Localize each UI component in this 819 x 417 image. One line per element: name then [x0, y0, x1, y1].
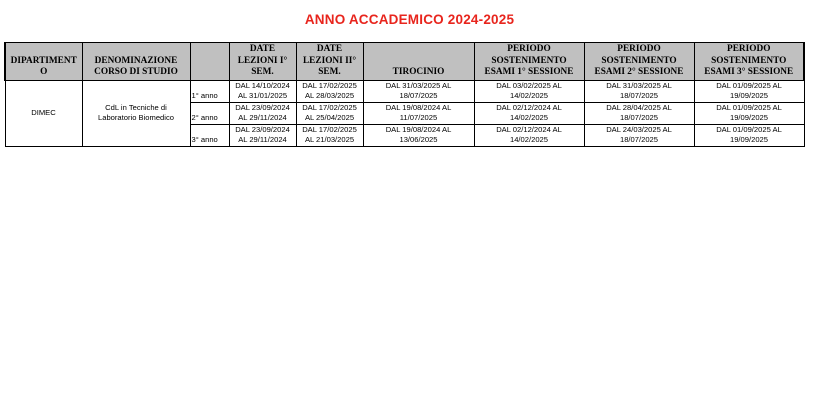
lezioni-1-from: DAL 23/09/2024 — [235, 124, 290, 134]
anno-value: 1° anno — [191, 91, 218, 101]
esami-1-from: DAL 03/02/2025 AL — [496, 80, 562, 90]
header-corso — [82, 43, 190, 81]
esami-2-to: 18/07/2025 — [619, 113, 658, 122]
header-lezioni-2-line3: SEM. — [318, 67, 341, 77]
header-tirocinio — [363, 43, 474, 81]
cell-tirocinio — [363, 80, 474, 102]
esami-2-from: DAL 24/03/2025 AL — [606, 124, 672, 134]
lezioni-1-to: AL 31/01/2025 — [237, 91, 288, 100]
cell-lezioni-1 — [229, 102, 296, 124]
header-dipartimento-line2: O — [40, 67, 48, 77]
header-esami-3 — [694, 43, 804, 81]
esami-3-to: 19/09/2025 — [729, 135, 768, 144]
esami-1-to: 14/02/2025 — [509, 135, 548, 144]
lezioni-2-to: AL 28/03/2025 — [304, 91, 355, 100]
esami-3-from: DAL 01/09/2025 AL — [716, 102, 782, 112]
header-row — [5, 43, 804, 81]
tirocinio-from: DAL 19/08/2024 AL — [385, 102, 452, 112]
header-dipartimento — [5, 43, 82, 81]
cell-esami-3 — [694, 124, 804, 146]
cell-lezioni-2 — [296, 102, 363, 124]
tirocinio-to: 11/07/2025 — [399, 113, 438, 122]
header-esami-2 — [584, 43, 694, 81]
tirocinio-to: 13/06/2025 — [399, 135, 438, 144]
header-esami-2-line1: PERIODO — [617, 44, 661, 54]
academic-calendar-table — [4, 42, 805, 147]
cell-dipartimento — [5, 80, 82, 146]
cell-esami-3 — [694, 80, 804, 102]
esami-1-from: DAL 02/12/2024 AL — [496, 124, 562, 134]
header-lezioni-2-line2: LEZIONI II° — [302, 55, 357, 66]
cell-esami-1 — [474, 124, 584, 146]
header-esami-1-line2: SOSTENIMENTO — [491, 55, 567, 66]
header-esami-2-line3: ESAMI 2° SESSIONE — [594, 67, 684, 77]
cell-lezioni-2 — [296, 124, 363, 146]
esami-2-from: DAL 28/04/2025 AL — [606, 102, 672, 112]
anno-value: 2° anno — [191, 113, 218, 123]
cell-lezioni-1 — [229, 80, 296, 102]
header-anno — [190, 43, 229, 81]
cell-lezioni-1 — [229, 124, 296, 146]
header-lezioni-1 — [229, 43, 296, 81]
header-esami-3-line2: SOSTENIMENTO — [711, 55, 787, 66]
header-lezioni-1-line2: LEZIONI I° — [237, 55, 288, 66]
dipartimento-value: DIMEC — [31, 107, 56, 117]
cell-corso — [82, 80, 190, 146]
lezioni-2-to: AL 25/04/2025 — [304, 113, 355, 122]
esami-1-from: DAL 02/12/2024 AL — [496, 102, 562, 112]
header-lezioni-2-line1: DATE — [316, 44, 343, 54]
header-esami-1 — [474, 43, 584, 81]
header-esami-3-line3: ESAMI 3° SESSIONE — [704, 67, 794, 77]
cell-esami-1 — [474, 102, 584, 124]
cell-lezioni-2 — [296, 80, 363, 102]
esami-2-to: 18/07/2025 — [619, 91, 658, 100]
esami-3-to: 19/09/2025 — [729, 91, 768, 100]
header-dipartimento-line1: DIPARTIMENT — [10, 55, 77, 66]
tirocinio-to: 18/07/2025 — [399, 91, 438, 100]
cell-anno — [190, 102, 229, 124]
header-corso-line2: CORSO DI STUDIO — [94, 67, 178, 77]
lezioni-1-from: DAL 23/09/2024 — [235, 102, 290, 112]
cell-esami-2 — [584, 80, 694, 102]
header-lezioni-1-line1: DATE — [249, 44, 276, 54]
cell-esami-3 — [694, 102, 804, 124]
esami-2-to: 18/07/2025 — [619, 135, 658, 144]
cell-anno — [190, 80, 229, 102]
header-esami-1-line3: ESAMI 1° SESSIONE — [484, 67, 574, 77]
lezioni-2-from: DAL 17/02/2025 — [302, 124, 357, 134]
esami-3-from: DAL 01/09/2025 AL — [716, 124, 782, 134]
esami-1-to: 14/02/2025 — [509, 113, 548, 122]
table-row — [5, 80, 804, 102]
esami-2-from: DAL 31/03/2025 AL — [606, 80, 672, 90]
cell-esami-2 — [584, 124, 694, 146]
header-lezioni-2 — [296, 43, 363, 81]
tirocinio-from: DAL 31/03/2025 AL — [385, 80, 452, 90]
esami-3-from: DAL 01/09/2025 AL — [716, 80, 782, 90]
header-lezioni-1-line3: SEM. — [251, 67, 274, 77]
anno-value: 3° anno — [191, 135, 218, 145]
corso-line1: CdL in Tecniche di — [105, 102, 167, 112]
corso-line2: Laboratorio Biomedico — [98, 113, 174, 122]
header-esami-2-line2: SOSTENIMENTO — [601, 55, 677, 66]
header-esami-3-line1: PERIODO — [727, 44, 771, 54]
cell-esami-2 — [584, 102, 694, 124]
esami-3-to: 19/09/2025 — [729, 113, 768, 122]
lezioni-1-to: AL 29/11/2024 — [238, 113, 287, 122]
lezioni-2-to: AL 21/03/2025 — [304, 135, 355, 144]
lezioni-2-from: DAL 17/02/2025 — [302, 102, 357, 112]
cell-tirocinio — [363, 124, 474, 146]
cell-esami-1 — [474, 80, 584, 102]
lezioni-2-from: DAL 17/02/2025 — [302, 80, 357, 90]
header-tirocinio-label: TIROCINIO — [392, 67, 445, 77]
esami-1-to: 14/02/2025 — [509, 91, 548, 100]
page-title: ANNO ACCADEMICO 2024-2025 — [304, 12, 515, 27]
tirocinio-from: DAL 19/08/2024 AL — [385, 124, 452, 134]
cell-tirocinio — [363, 102, 474, 124]
lezioni-1-to: AL 29/11/2024 — [238, 135, 287, 144]
cell-anno — [190, 124, 229, 146]
header-corso-line1: DENOMINAZIONE — [94, 55, 178, 66]
header-esami-1-line1: PERIODO — [507, 44, 551, 54]
lezioni-1-from: DAL 14/10/2024 — [235, 80, 290, 90]
